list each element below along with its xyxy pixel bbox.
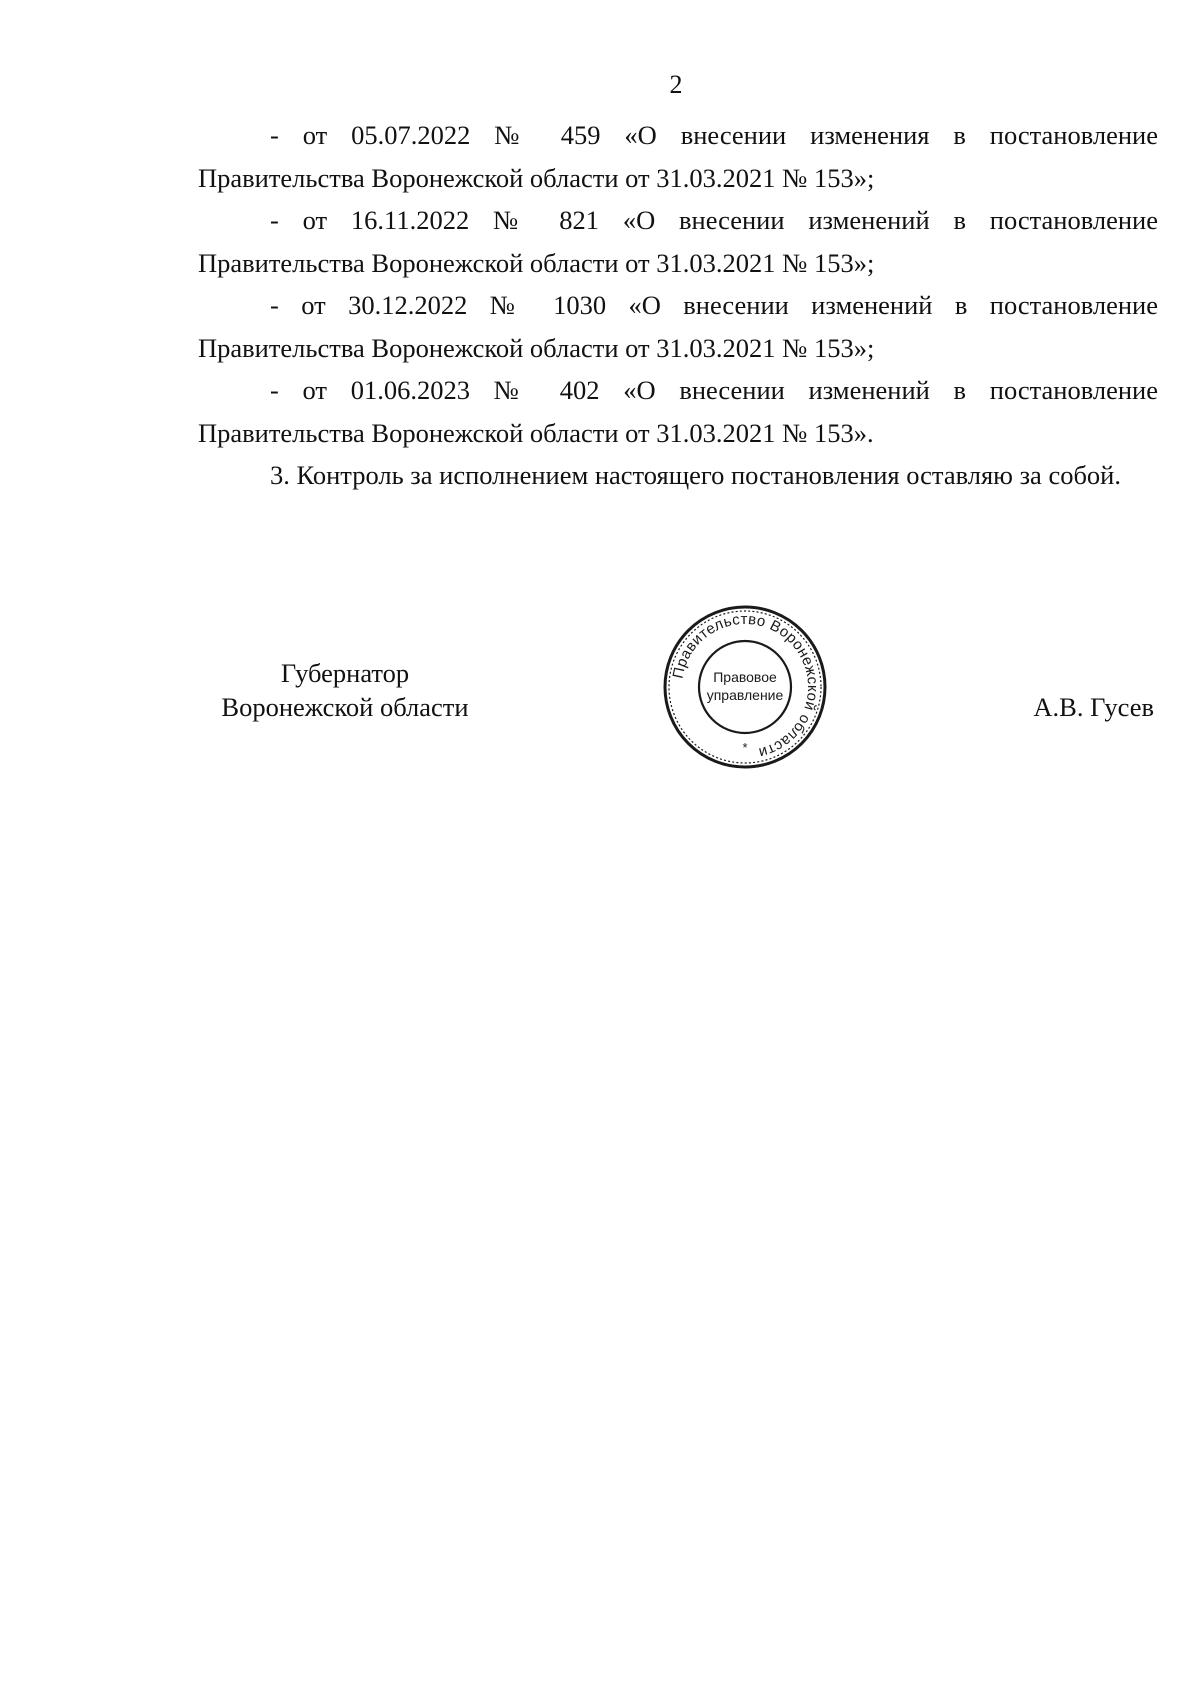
stamp-center-line2: управление — [706, 687, 784, 703]
official-stamp — [660, 602, 830, 772]
amendment-item: - от 16.11.2022 № 821 «О внесении изменений в постановление Правительства Воронежской области от 31.03.2021 № 153»; — [198, 205, 1158, 278]
stamp-center-line1: Правовое — [713, 669, 777, 685]
amendment-item: - от 30.12.2022 № 1030 «О внесении изменений в постановление Правительства Воронежской области от 31.03.2021 № 153»; — [198, 290, 1158, 363]
signer-title — [200, 656, 490, 724]
stamp-ring-text: Правительство Воронежской области — [669, 610, 822, 762]
control-clause: 3. Контроль за исполнением настоящего постановления оставляю за собой. — [270, 460, 1121, 490]
signer-name: А.В. Гусев — [1033, 692, 1154, 722]
signer-title-line2: Воронежской области — [221, 692, 469, 722]
amendment-item: - от 05.07.2022 № 459 «О внесении изменения в постановление Правительства Воронежской области от 31.03.2021 № 153»; — [198, 120, 1158, 193]
amendment-item: - от 01.06.2023 № 402 «О внесении изменений в постановление Правительства Воронежской области от 31.03.2021 № 153». — [198, 375, 1158, 448]
signer-title-line1: Губернатор — [280, 658, 410, 688]
document-body — [198, 114, 1158, 497]
stamp-seal-icon — [660, 602, 830, 772]
stamp-star-mark: * — [742, 740, 748, 755]
page-number: 2 — [669, 70, 683, 99]
